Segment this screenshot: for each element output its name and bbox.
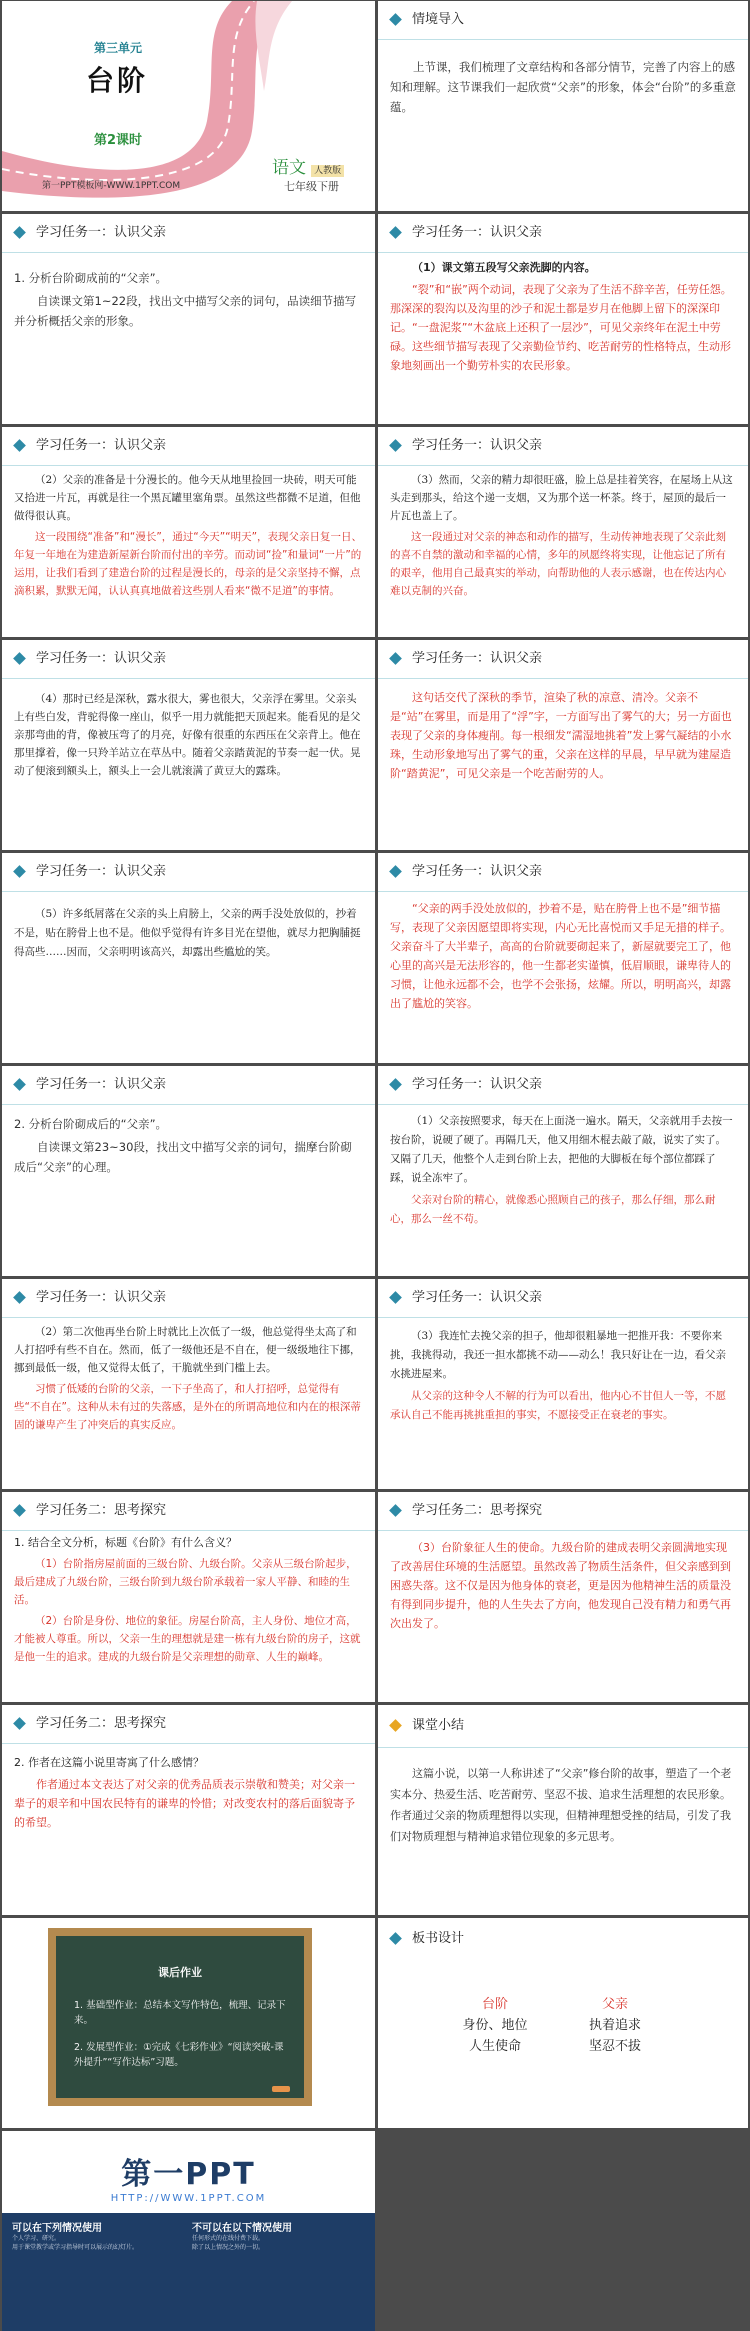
slide-summary (378, 1705, 748, 1915)
slide-body (14, 268, 363, 334)
answer: 作者通过本文表达了对父亲的优秀品质表示崇敬和赞美；对父亲一辈子的艰辛和中国农民特有的谦卑的怜惜；对改变农村的落后面貌寄予的希望。 (14, 1778, 355, 1829)
slide-header (2, 1492, 375, 1531)
slide-header (2, 427, 375, 466)
slide-header-title: 学习任务一：认识父亲 (412, 864, 543, 879)
promo-right (192, 2219, 362, 2252)
diamond-icon (389, 439, 402, 452)
promo-left-item-2: 用于课堂教学或学习指导时可以展示的幻灯片。 (12, 2244, 139, 2251)
slide-header (2, 214, 375, 253)
slide-header-title: 学习任务一：认识父亲 (412, 438, 543, 453)
slide-header (2, 1279, 375, 1318)
slide-body (390, 258, 736, 378)
intro-text: 上节课，我们梳理了文章结构和各部分情节，完善了内容上的感知和理解。这节课我们一起欣赏“父亲”的形象，体会“台阶”的多重意蕴。 (390, 60, 736, 114)
promo-left (12, 2219, 182, 2252)
slide-task1-sitting (2, 1279, 375, 1489)
chalkboard (48, 1928, 312, 2106)
slide-promo (2, 2131, 375, 2331)
slide-header-title: 情境导入 (412, 12, 465, 27)
board-col-2-row-2: 坚忍不拔 (588, 2039, 641, 2054)
slide-header-title: 学习任务一：认识父亲 (412, 1077, 543, 1092)
diamond-icon (389, 865, 402, 878)
slide-header (378, 1, 748, 40)
point-3: （3）台阶象征人生的使命。九级台阶的建成表明父亲圆满地实现了改善居住环境的生活愿望。虽然改善了物质生活条件，但父亲感到到困惑失落。这不仅是因为他身体的衰老，更是因为他精神生活的质量没有得到同步提升，他的人生失去了方向，他发现自己没有精力和勇气再次出发了。 (390, 1541, 731, 1630)
slide-task1-q1 (2, 214, 375, 424)
quote: （2）父亲的准备是十分漫长的。他今天从地里捡回一块砖，明天可能又拾进一片瓦，再就是往一个黑瓦罐里塞角票。虽然这些都微不足道，但他做得很认真。 (14, 474, 361, 522)
slide-body (14, 905, 363, 965)
cover-subject-name: 语文 (272, 158, 306, 178)
slide-task2-title-meaning (2, 1492, 375, 1702)
slide-header-title: 学习任务一：认识父亲 (412, 225, 543, 240)
analysis: “父亲的两手没处放似的，抄着不是，贴在胯骨上也不是”细节描写，表现了父亲因愿望即将实现，内心无比喜悦而又手足无措的样子。父亲奋斗了大半辈子，高高的台阶就要砌起来了，新屋就要完工了，他心里的高兴是无法形容的，他一生都老实谨慎，低眉顺眼，谦卑待人的习惯，让他永远都不会，也学不会张扬，炫耀。所以，明明高兴，却露出了尴尬的笑容。 (390, 902, 731, 1010)
homework-item-2: 2. 发展型作业：①完成《七彩作业》“阅读突破-课外提升”“写作达标”习题。 (74, 2042, 284, 2068)
homework-title: 课后作业 (158, 1966, 202, 1979)
slide-header-title: 学习任务一：认识父亲 (412, 1290, 543, 1305)
slide-body (14, 1534, 363, 1669)
slide-task1-fog-analysis (378, 640, 748, 850)
chalk-icon (272, 2086, 290, 2092)
promo-left-title: 可以在下列情况使用 (12, 2223, 102, 2234)
slide-header (378, 1066, 748, 1105)
promo-right-title: 不可以在以下情况使用 (192, 2223, 292, 2234)
slide-header (2, 1066, 375, 1105)
slide-body (14, 690, 363, 783)
slide-task2-life-mission (378, 1492, 748, 1702)
cover-edition: 人教版 (311, 165, 344, 177)
slide-task1-wash-feet (378, 214, 748, 424)
slide-task1-q2 (2, 1066, 375, 1276)
slide-body (14, 1114, 363, 1180)
diamond-icon (13, 865, 26, 878)
diamond-icon (13, 439, 26, 452)
analysis: 从父亲的这种令人不解的行为可以看出，他内心不甘但人一等，不愿承认自己不能再挑挑重担的事实，不愿接受正在衰老的事实。 (390, 1390, 726, 1421)
diamond-icon (389, 1078, 402, 1091)
diamond-icon (389, 1504, 402, 1517)
slide-task1-carrying (378, 1279, 748, 1489)
slide-header-title: 板书设计 (412, 1931, 465, 1946)
slide-header (378, 640, 748, 679)
analysis: “裂”和“嵌”两个动词，表现了父亲为了生活不辞辛苦，任劳任怨。那深深的裂沟以及沟里的沙子和泥土都是岁月在他脚上留下的深深印记。“一盘泥浆”“木盆底上还积了一层沙”，可见父亲终年在泥土中劳碌。这些细节描写表现了父亲勤俭节约、吃苦耐劳的性格特点，生动形象地刻画出一个勤劳朴实的农民形象。 (390, 283, 732, 372)
analysis: 习惯了低矮的台阶的父亲，一下子坐高了，和人打招呼，总觉得有些“不自在”。这种从未有过的失落感，是外在的所谓高地位和内在的根深蒂固的谦卑产生了冲突后的真实反应。 (14, 1383, 361, 1431)
slide-header-title: 学习任务一：认识父亲 (36, 225, 167, 240)
instruction: 自读课文第1~22段，找出文中描写父亲的词句，品读细节描写并分析概括父亲的形象。 (14, 294, 357, 328)
diamond-icon (389, 1719, 402, 1732)
slide-body (390, 899, 736, 1016)
point-2: （2）台阶是身份、地位的象征。房屋台阶高，主人身份、地位才高，才能被人尊重。所以，父亲一生的理想就是建一栋有九级台阶的房子，这就是他一生的追求。建成的九级台阶是父亲理想的勋章、人生的巅峰。 (14, 1615, 361, 1663)
question: 1. 结合全文分析，标题《台阶》有什么含义？ (14, 1536, 237, 1549)
promo-url: HTTP://WWW.1PPT.COM (110, 2193, 267, 2204)
slide-task1-confetti-analysis (378, 853, 748, 1063)
cover-subject (272, 153, 344, 178)
slide-header-title: 学习任务一：认识父亲 (36, 1290, 167, 1305)
diamond-icon (389, 13, 402, 26)
promo-panel (2, 2213, 375, 2331)
board-col-1-title: 台阶 (481, 1997, 508, 2012)
slide-header-title: 学习任务一：认识父亲 (36, 1077, 167, 1092)
slide-header-title: 课堂小结 (412, 1718, 465, 1733)
slide-body (390, 1327, 736, 1428)
slide-body (14, 1323, 363, 1437)
question: 1. 分析台阶砌成前的“父亲”。 (14, 271, 168, 285)
cover-site: 第一PPT模板网-WWW.1PPT.COM (42, 181, 181, 191)
slide-body (14, 471, 363, 603)
analysis: 这句话交代了深秋的季节，渲染了秋的凉意、清冷。父亲不是“站”在雾里，而是用了“浮”字，一方面写出了雾气的大；另一方面也表现了父亲的身体瘦削。每一根细发“濡湿地挑着”发上雾气凝结的小水珠，生动形象地写出了雾气的重，父亲在这样的早晨，早早就为建屋造阶“踏黄泥”，可见父亲是一个吃苦耐劳的人。 (390, 691, 732, 780)
promo-left-item-1: 个人学习、研究。 (12, 2235, 61, 2242)
homework-item-1: 1. 基础型作业：总结本文写作特色，梳理、记录下来。 (74, 2000, 286, 2026)
cover-slide (2, 1, 375, 211)
slide-body (390, 1112, 736, 1232)
slide-header (378, 427, 748, 466)
diamond-icon (389, 652, 402, 665)
slide-header (378, 853, 748, 892)
slide-header (2, 1705, 375, 1744)
cover-grade: 七年级下册 (284, 180, 339, 193)
slide-task1-confetti (2, 853, 375, 1063)
quote: （3）然而，父亲的精力却很旺盛，脸上总是挂着笑容，在屋场上从这头走到那头，给这个递一支烟，又为那个送一杯茶。终于，屋顶的最后一片瓦也盖上了。 (390, 474, 733, 522)
slide-header-title: 学习任务二：思考探究 (36, 1716, 167, 1731)
diamond-icon (13, 1717, 26, 1730)
slide-header-title: 学习任务一：认识父亲 (36, 438, 167, 453)
question: 2. 作者在这篇小说里寄寓了什么感情？ (14, 1756, 204, 1769)
promo-logo: 第一PPT (121, 2157, 256, 2192)
slide-header-title: 学习任务一：认识父亲 (36, 864, 167, 879)
quote: （3）我连忙去挽父亲的担子，他却很粗暴地一把推开我：不要你来挑，我挑得动，我还一担水都挑不动——动么！我只好让在一边，看父亲水挑进屋来。 (390, 1330, 726, 1380)
diamond-icon (13, 1504, 26, 1517)
promo-right-item-1: 任何形式的在线付费下载。 (192, 2235, 265, 2242)
promo-right-item-2: 除了以上情况之外的一切。 (192, 2244, 265, 2251)
slide-intro (378, 1, 748, 211)
slide-header-title: 学习任务二：思考探究 (412, 1503, 543, 1518)
cover-unit: 第三单元 (94, 41, 143, 55)
board-col-1-row-2: 人生使命 (468, 2039, 521, 2054)
quote: （5）许多纸屑落在父亲的头上肩膀上，父亲的两手没处放似的，抄着不是，贴在胯骨上也不是。他似乎觉得有许多目光在望他，就尽力把胸脯挺得高些……因而，父亲明明该高兴，却露出些尴尬的笑。 (14, 908, 361, 958)
slide-body (14, 1753, 363, 1835)
slide-header (378, 1279, 748, 1318)
diamond-icon (13, 1291, 26, 1304)
slide-header-title: 学习任务一：认识父亲 (36, 651, 167, 666)
quote: （2）第二次他再坐台阶上时就比上次低了一级，他总觉得坐太高了和人打招呼有些不自在。然而，低了一级他还是不自在，便一级级地往下挪，挪到最低一级，他又觉得太低了，干脆就坐到门槛上去。 (14, 1326, 361, 1374)
slide-header (378, 1492, 748, 1531)
quote: （1）父亲按照要求，每天在上面浇一遍水。隔天，父亲就用手去按一按台阶，说硬了硬了。再隔几天，他又用细木棍去敲了敲，说实了实了。又隔了几天，他整个人走到台阶上去，把他的大脚板在每个部位都踩了踩，说全冻牢了。 (390, 1115, 733, 1184)
board-col-1-row-1: 身份、地位 (462, 2018, 528, 2033)
quote: （4）那时已经是深秋，露水很大，雾也很大，父亲浮在雾里。父亲头上有些白发，背驼得像一座山，似乎一用力就能把天顶起来。能看见的是父亲那弯曲的背，像被压弯了的月亮，好像有很重的东西压在父亲背上。他在那里撑着，像一只羚羊站立在草丛中。随着父亲踏黄泥的节奏一起一伏。晃动了便滚到额头上，额头上一会儿就滚满了黄豆大的露珠。 (14, 693, 361, 777)
slide-board-design (378, 1918, 748, 2128)
slide-task2-emotion (2, 1705, 375, 1915)
analysis: 父亲对台阶的精心，就像悉心照顾自己的孩子，那么仔细，那么耐心，那么一丝不苟。 (390, 1194, 716, 1225)
slide-body (390, 57, 736, 120)
diamond-icon (13, 226, 26, 239)
slide-header (2, 640, 375, 679)
slide-header-title: 学习任务一：认识父亲 (412, 651, 543, 666)
analysis: 这一段围绕“准备”和“漫长”，通过“今天”“明天”，表现父亲日复一日、年复一年地在为建造新屋新台阶而付出的辛劳。而动词“捡”和量词“一片”的运用，让我们看到了建造台阶的过程是漫长的，母亲的是父亲坚持不懈，点滴积累，默默无闻，认认真真地做着这些别人看来“微不足道”的事情。 (14, 531, 363, 597)
slide-header-title: 学习任务二：思考探究 (36, 1503, 167, 1518)
board-col-2-row-1: 执着追求 (588, 2018, 641, 2033)
slide-body (390, 471, 736, 603)
slide-body (390, 688, 736, 786)
diamond-icon (13, 652, 26, 665)
slide-header (378, 1705, 748, 1748)
cover-lesson: 第2课时 (94, 133, 143, 148)
slide-task1-energy (378, 427, 748, 637)
summary-text: 这篇小说，以第一人称讲述了“父亲”修台阶的故事，塑造了一个老实本分、热爱生活、吃苦耐劳、坚忍不拔、追求生活理想的农民形象。作者通过父亲的物质理想得以实现，但精神理想受挫的结局，引发了我们对物质理想与精神追求错位现象的多元思考。 (390, 1767, 732, 1843)
slide-homework (2, 1918, 375, 2128)
slide-task1-fog (2, 640, 375, 850)
slide-header (2, 853, 375, 892)
slide-body (390, 1763, 736, 1850)
analysis: 这一段通过对父亲的神态和动作的描写，生动传神地表现了父亲此刻的喜不自禁的激动和幸福的心情，多年的夙愿终将实现，让他忘记了所有的艰辛，他用自己最真实的举动，向帮助他的人表示感谢，也在传达内心难以克制的兴奋。 (390, 531, 726, 597)
point-1: （1）台阶指房屋前面的三级台阶、九级台阶。父亲从三级台阶起步，最后建成了九级台阶，三级台阶到九级台阶承载着一家人平静、和睦的生活。 (14, 1558, 357, 1606)
diamond-icon (13, 1078, 26, 1091)
cover-title: 台阶 (86, 64, 149, 97)
point-title: （1）课文第五段写父亲洗脚的内容。 (412, 261, 596, 274)
diamond-icon (389, 1932, 402, 1945)
diamond-icon (389, 1291, 402, 1304)
diamond-icon (389, 226, 402, 239)
question: 2. 分析台阶砌成后的“父亲”。 (14, 1117, 168, 1131)
board-col-2-title: 父亲 (601, 1997, 628, 2012)
slide-header (378, 1918, 748, 1960)
slide-task1-preparation (2, 427, 375, 637)
slide-body (390, 1538, 736, 1636)
instruction: 自读课文第23~30段，找出文中描写父亲的词句，揣摩台阶砌成后“父亲”的心理。 (14, 1140, 352, 1174)
slide-task1-watering (378, 1066, 748, 1276)
slide-header (378, 214, 748, 253)
